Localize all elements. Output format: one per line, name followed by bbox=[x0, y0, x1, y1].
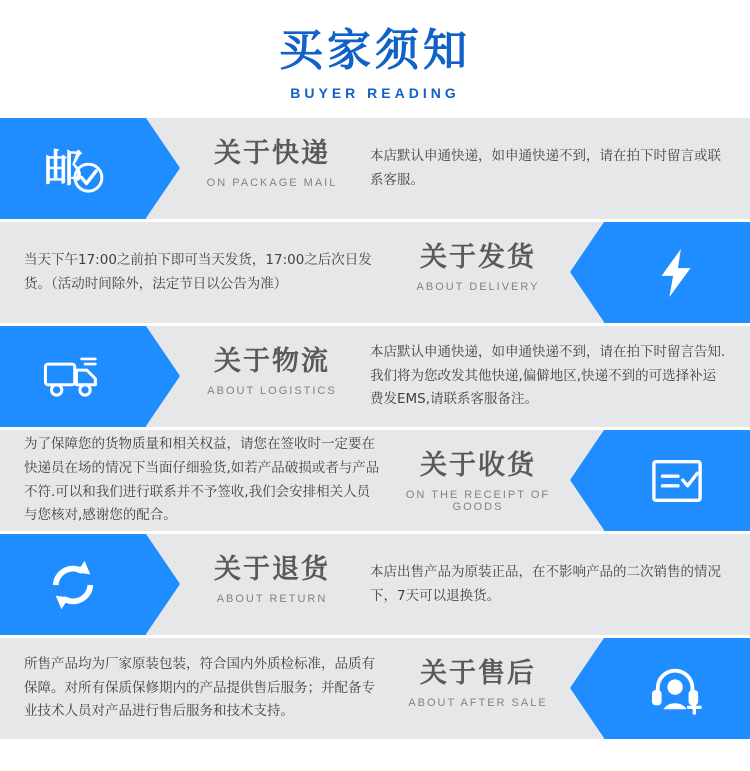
section-title-en: ABOUT AFTER SALE bbox=[408, 697, 548, 710]
section-body-text: 本店默认申通快递，如申通快递不到，请在拍下时留言告知.我们将为您改发其他快递,偏僻地区,快递不到的可选择补运费发EMS,请联系客服备注。 bbox=[370, 344, 726, 408]
section-row bbox=[0, 118, 750, 219]
section-body-text: 所售产品均为厂家原装包装，符合国内外质检标准，品质有保障。对所有保质保修期内的产品提供售后服务；并配备专业技术人员对产品进行售后服务和技术支持。 bbox=[24, 656, 375, 720]
section-title bbox=[388, 240, 568, 293]
accent-arrow bbox=[570, 430, 604, 530]
page-header bbox=[0, 0, 750, 118]
section-title-cn: 关于物流 bbox=[214, 346, 330, 377]
section-body bbox=[370, 326, 726, 427]
section-title bbox=[182, 136, 362, 189]
delivery-truck-icon bbox=[0, 326, 146, 427]
accent-arrow bbox=[146, 326, 180, 426]
section-row bbox=[0, 326, 750, 427]
section-title-cn: 关于发货 bbox=[420, 242, 536, 273]
section-body-text: 本店默认申通快递，如申通快递不到，请在拍下时留言或联系客服。 bbox=[370, 147, 721, 188]
section-title-cn: 关于快递 bbox=[214, 138, 330, 169]
section-title-cn: 关于退货 bbox=[214, 554, 330, 585]
section-title-en: ABOUT RETURN bbox=[216, 593, 328, 606]
section-body bbox=[370, 118, 726, 219]
section-body bbox=[24, 222, 380, 323]
section-body-text: 本店出售产品为原装正品，在不影响产品的二次销售的情况下，7天可以退换货。 bbox=[370, 563, 721, 604]
mail-check-icon bbox=[0, 118, 146, 219]
document-check-icon bbox=[604, 430, 750, 531]
accent-arrow bbox=[570, 222, 604, 322]
sections-list bbox=[0, 118, 750, 739]
section-row bbox=[0, 222, 750, 323]
section-title bbox=[388, 448, 568, 513]
section-title bbox=[182, 344, 362, 397]
page-title: 买家须知 bbox=[279, 24, 471, 76]
section-title bbox=[388, 656, 568, 709]
section-body-text: 当天下午17:00之前拍下即可当天发货，17:00之后次日发货。（活动时间除外，法定节日以公告为准） bbox=[24, 251, 372, 292]
page-subtitle: BUYER READING bbox=[290, 85, 460, 102]
section-title-cn: 关于售后 bbox=[420, 658, 536, 689]
section-row bbox=[0, 638, 750, 739]
accent-arrow bbox=[570, 638, 604, 738]
section-title bbox=[182, 552, 362, 605]
section-title-en: ON PACKAGE MAIL bbox=[206, 177, 338, 190]
section-title-en: ON THE RECEIPT OF GOODS bbox=[405, 489, 551, 514]
section-title-en: ABOUT DELIVERY bbox=[416, 281, 540, 294]
headset-support-icon bbox=[604, 638, 750, 739]
svg-text:邮: 邮 bbox=[44, 146, 83, 192]
section-title-cn: 关于收货 bbox=[420, 450, 536, 481]
accent-arrow bbox=[146, 534, 180, 634]
section-row bbox=[0, 534, 750, 635]
section-body bbox=[370, 534, 726, 635]
accent-arrow bbox=[146, 118, 180, 218]
section-row bbox=[0, 430, 750, 531]
section-body bbox=[24, 430, 380, 531]
section-body bbox=[24, 638, 380, 739]
refresh-return-icon bbox=[0, 534, 146, 635]
section-title-en: ABOUT LOGISTICS bbox=[207, 385, 337, 398]
lightning-bolt-icon bbox=[604, 222, 750, 323]
section-body-text: 为了保障您的货物质量和相关权益，请您在签收时一定要在快递员在场的情况下当面仔细验货,如若产品破损或者与产品不符.可以和我们进行联系并不予签收,我们会安排相关人员与您核对,感谢您的配合。 bbox=[24, 436, 380, 524]
